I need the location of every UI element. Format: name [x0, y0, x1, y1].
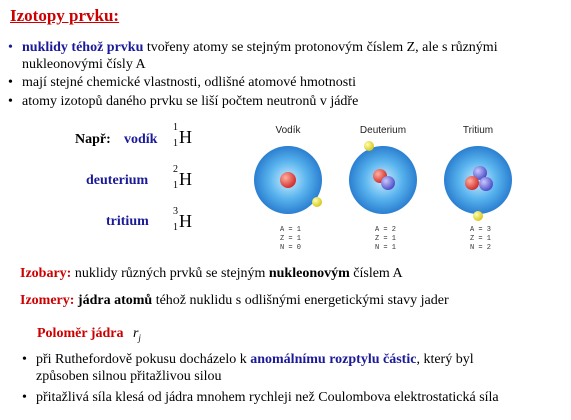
- neutron: [381, 176, 395, 190]
- atom-label-tritium: Tritium: [462, 125, 494, 136]
- polomer-symbol: $r_j$: [132, 326, 141, 343]
- electron: [473, 211, 483, 221]
- neutron: [479, 177, 493, 191]
- bullet-dot: •: [8, 40, 13, 55]
- bottom-bullet-2: [22, 389, 567, 406]
- polomer-heading: [37, 326, 141, 343]
- page-title: Izotopy prvku:: [10, 6, 120, 25]
- bullet-dot: •: [22, 352, 27, 367]
- atom-vodik: [254, 146, 322, 214]
- bottom-bullet-1: • při Ruthefordově pokusu docházelo k anomálnímu rozptylu částic, který byl způsoben silnou přitažlivou silou: [22, 352, 474, 384]
- izomery-line: Izomery: jádra atomů téhož nuklidu s odlišnými energetickými stavy jader: [20, 293, 449, 308]
- bullet-1-lead: nuklidy téhož prvku: [22, 40, 144, 55]
- bullet-1: [8, 39, 563, 73]
- electron: [312, 197, 322, 207]
- proton: [465, 176, 479, 190]
- bullet-dot: •: [8, 75, 13, 90]
- atom-tritium: [444, 146, 512, 221]
- atom-info-tritium: A = 3 Z = 1 N = 2: [470, 226, 492, 252]
- bullet-3-text: atomy izotopů daného prvku se liší počtem neutronů v jádře: [22, 94, 359, 109]
- atom-label-vodik: Vodík: [275, 125, 301, 136]
- example-name-deuterium: deuterium: [86, 173, 149, 188]
- example-lead: Např:: [75, 132, 111, 147]
- bullet-2-text: mají stejné chemické vlastnosti, odlišné atomové hmotnosti: [22, 75, 356, 90]
- bullet-1-text2: nukleonovými čísly A: [22, 57, 146, 72]
- bottom-bullet-2-text: přitažlivá síla klesá od jádra mnohem rychleji než Coulombova elektrostatická síla: [36, 390, 499, 405]
- example-name-vodik: vodík: [124, 132, 158, 147]
- electron: [364, 141, 374, 151]
- bottom-bullet-1-highlight: anomálnímu rozptylu částic: [250, 352, 417, 367]
- atom-deuterium: [349, 141, 417, 214]
- bullet-2: [8, 74, 356, 91]
- izobary-label: Izobary:: [20, 266, 72, 281]
- atom-info-vodik: A = 1 Z = 1 N = 0: [280, 226, 302, 252]
- bullet-3: [8, 93, 358, 110]
- izobary-line: Izobary: nuklidy různých prvků se stejným nukleonovým číslem A: [20, 266, 403, 281]
- atom-label-deuterium: Deuterium: [359, 125, 407, 136]
- bullet-1-text: tvořeny atomy se stejným protonovým číslem Z, ale s různými: [143, 40, 498, 55]
- izomery-label: Izomery:: [20, 293, 75, 308]
- bullet-dot: •: [8, 94, 13, 109]
- atom-info-deuterium: A = 2 Z = 1 N = 1: [375, 226, 397, 252]
- example-name-tritium: tritium: [106, 214, 149, 229]
- polomer-label: Poloměr jádra: [37, 326, 124, 341]
- bullet-dot: •: [22, 390, 27, 405]
- proton: [280, 172, 296, 188]
